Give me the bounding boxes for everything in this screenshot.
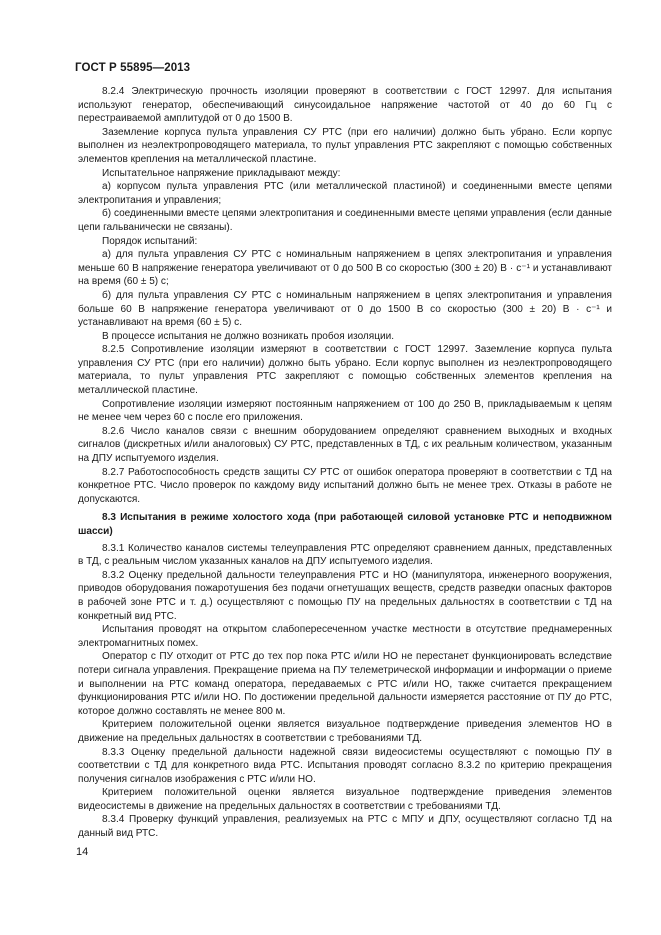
paragraph: Заземление корпуса пульта управления СУ РТС (при его наличии) должно быть убрано. Если корпус выполнен из неэлектропроводящего материала, то пульт управления РТС закрепляют с помощью собственных элементов крепления на металлической пластине. xyxy=(78,126,612,165)
paragraph: 8.2.4 Электрическую прочность изоляции проверяют в соответствии с ГОСТ 12997. Для испытания используют генератор, обеспечивающий синусоидальное напряжение частотой от 40 до 60 Гц с перестраиваемой амплитудой от 0 до 1500 В. xyxy=(78,86,612,125)
paragraph: 8.2.5 Сопротивление изоляции измеряют в соответствии с ГОСТ 12997. Заземление корпуса пульта управления СУ РТС (при его наличии) должно быть убрано. Если корпус выполнен из неэлектропроводящего материала, то пульт управления РТС закрепляют с помощью собственных элементов крепления на металлической пластине. xyxy=(78,344,612,397)
paragraph: Оператор с ПУ отходит от РТС до тех пор пока РТС и/или НО не перестанет функционировать вследствие потери сигнала управления. Прекращение приема на ПУ телеметрической информации и информации о приеме и выполнении на РТС команд оператора, передаваемых с РТС и/или НО, также считается прекращением функционирования РТС и/или НО. По достижении предельной дальности измеряется расстояние от ПУ до РТС, которое должно составлять не менее 800 м. xyxy=(78,651,612,717)
paragraph: а) для пульта управления СУ РТС с номинальным напряжением в цепях электропитания и управления меньше 60 В напряжение генератора увеличивают от 0 до 500 В со скоростью (300 ± 20) В · с⁻¹ и устанавливают на время (60 ± 5) с; xyxy=(78,249,612,288)
paragraph: Испытания проводят на открытом слабопересеченном участке местности в отсутствие преднамеренных электромагнитных помех. xyxy=(78,624,612,649)
paragraph: а) корпусом пульта управления РТС (или металлической пластиной) и соединенными вместе цепями электропитания и управления; xyxy=(78,181,612,206)
paragraph: В процессе испытания не должно возникать пробоя изоляции. xyxy=(102,330,395,342)
paragraph: Сопротивление изоляции измеряют постоянным напряжением от 100 до 250 В, прикладываемым к цепям не менее чем через 60 с после его приложения. xyxy=(78,398,612,424)
page-number: 14 xyxy=(76,846,89,858)
paragraph: 8.2.7 Работоспособность средств защиты СУ РТС от ошибок оператора проверяют в соответствии с ТД на конкретное РТС. Число проверок по каждому виду испытаний должно быть не менее трех. Отказы в работе не допускаются. xyxy=(78,466,612,505)
document-body xyxy=(78,85,612,841)
paragraph: Испытательное напряжение прикладывают между: xyxy=(102,167,341,179)
paragraph: Критерием положительной оценки является визуальное подтверждение приведения элементов НО в движение на предельных дальностях в соответствии с требованиями ТД. xyxy=(78,719,612,744)
paragraph: 8.3.2 Оценку предельной дальности телеуправления РТС и НО (манипулятора, инженерного вооружения, приводов оборудования пожаротушения без подачи огнетушащих веществ, средств разведки опасных факторов в рабочей зоне РТС и т. д.) осуществляют с помощью ПУ на предельных дальностях в соответствии с ТД на конкретный вид РТС. xyxy=(78,569,612,622)
paragraph: 8.3.1 Количество каналов системы телеуправления РТС определяют сравнением данных, представленных в ТД, с реальным числом указанных каналов на ДПУ испытуемого изделия. xyxy=(78,542,612,568)
paragraph: б) соединенными вместе цепями электропитания и соединенными вместе цепями управления (если данные цепи гальванически не связаны). xyxy=(78,208,612,233)
document-header: ГОСТ Р 55895—2013 xyxy=(75,62,191,74)
paragraph: 8.2.6 Число каналов связи с внешним оборудованием определяют сравнением выходных и входных сигналов (дискретных и/или аналоговых) СУ РТС, представленных в ТД, с их реальным количеством, указанным на ДПУ испытуемого изделия. xyxy=(78,425,612,465)
paragraph: 8.3.4 Проверку функций управления, реализуемых на РТС с МПУ и ДПУ, осуществляют согласно ТД на данный вид РТС. xyxy=(78,814,612,840)
paragraph: Порядок испытаний: xyxy=(102,235,198,247)
paragraph: 8.3.3 Оценку предельной дальности надежной связи видеосистемы осуществляют с помощью ПУ в соответствии с ТД для конкретного вида РТС. Испытания проводят согласно 8.3.2 по критерию прекращения получения сигналов изображения с РТС и/или НО. xyxy=(78,746,612,785)
paragraph: Критерием положительной оценки является визуальное подтверждение приведения элементов видеосистемы в движение на предельных дальностях в соответствии с требованиями ТД. xyxy=(78,787,612,812)
paragraph: б) для пульта управления СУ РТС с номинальным напряжением в цепях электропитания и управления больше 60 В напряжение генератора увеличивают от 0 до 1500 В со скоростью (300 ± 20) В · с⁻¹ и устанавливают на время (60 ± 5) с. xyxy=(78,289,612,329)
section-heading: 8.3 Испытания в режиме холостого хода (при работающей силовой установке РТС и неподвижном шасси) xyxy=(78,512,612,537)
